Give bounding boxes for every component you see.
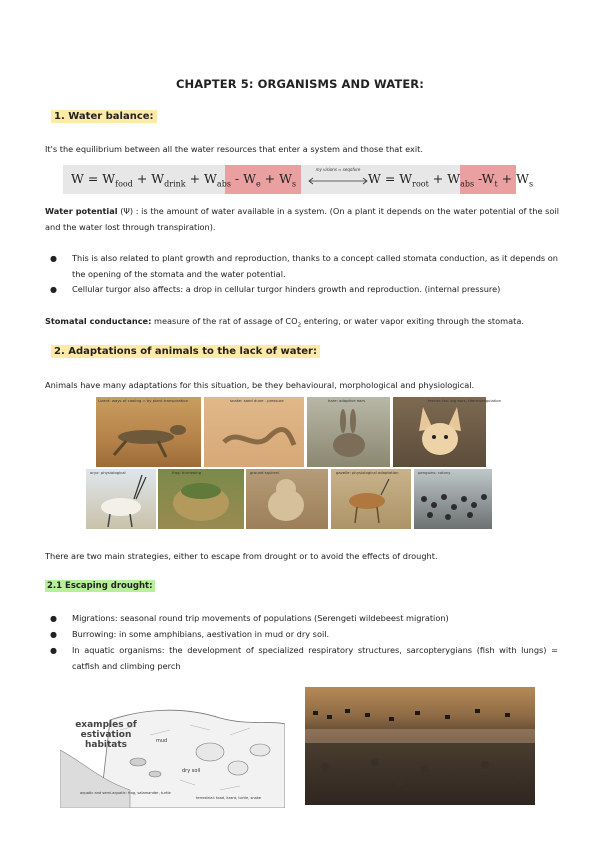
diagram-title: examples of estivation habitats [75,720,137,750]
equation-right: $W = W_{root} + W_{abs}$ $-W_t + W_s$ [368,171,534,189]
water-potential-term: Water potential [45,206,118,216]
photo-caption: oryx: physiological [90,470,126,475]
diagram-label-mud: mud [156,738,168,744]
diagram-label-terrestrial: terrestrial: toad, lizard, turtle, snake [196,796,261,800]
wildebeest-migration-photo [305,687,535,805]
photo-caption: Lizard: ways of cooling = by plant transpiration [98,398,189,403]
list-item: ● Burrowing: in some amphibians, aestivation in mud or dry soil. [72,627,558,643]
colony-photo [414,469,492,529]
photo-caption: snake: sand dune - pressure [230,398,284,403]
snake-photo [204,397,304,467]
photo-caption: gazelle: physiological adaptation [336,470,399,475]
bullet-icon: ● [50,646,57,655]
oryx-photo [86,469,156,529]
photo-caption: penguins: colony [418,470,451,475]
lizard-photo [96,397,201,467]
diagram-label-aquatic: aquatic and semi-aquatic: frog, salamander, turtle [80,791,171,795]
ground-squirrel-photo [246,469,328,529]
fennec-fox-photo [393,397,486,467]
bullet-icon: ● [50,254,57,263]
hare-photo [307,397,390,467]
water-balance-equation [63,165,534,194]
list-item: ● Cellular turgor also affects: a drop in cellular turgor hinders growth and reproduction. (internal pressure) [72,282,558,298]
list-item: ● In aquatic organisms: the development of specialized respiratory structures, sarcopterygians (fish with lungs) = catfish and climbing perch [50,645,558,671]
equation-left: $W = W_{food} + W_{drink} + W_{abs} - W_e + W_s$ [71,171,297,189]
photo-caption: frog: burrowing [172,470,202,475]
stomatal-conductance-term: Stomatal conductance: [45,316,152,326]
stomatal-conductance-definition: Stomatal conductance: measure of the rat of assage of $CO_2$ entering, or water vapor exiting through the stomata. [45,316,524,329]
strategies-text: There are two main strategies, either to escape from drought or to avoid the effects of drought. [45,551,438,561]
water-potential-definition: Water potential (Ψ) : is the amount of water available in a system. (On a plant it depends on the water potential of the soil and the water lost through transpiration). [45,206,559,232]
section-heading-adaptations: 2. Adaptations of animals to the lack of water: [51,345,320,358]
double-arrow-icon [307,177,369,185]
photo-caption: fennec fox: big ears, thermoregulation [428,398,502,403]
equation-arrow-note: my visions ≈ seqofure [315,167,361,172]
bullet-icon: ● [50,630,57,639]
section-heading-water-balance: 1. Water balance: [51,110,157,123]
estivation-habitats-diagram [60,690,285,808]
list-item: ● Migrations: seasonal round trip movements of populations (Serengeti wildebeest migration) [72,611,558,627]
photo-caption: ground squirrel [250,470,279,475]
gazelle-photo [331,469,411,529]
bullet-icon: ● [50,285,57,294]
diagram-label-dry-soil: dry soil [182,768,201,774]
list-item: ● This is also related to plant growth and reproduction, thanks to a concept called stomata conduction, as it depends on the opening of the stomata and the water potential. [50,253,558,279]
adaptations-intro: Animals have many adaptations for this situation, be they behavioural, morphological and physiological. [45,380,475,390]
photo-caption: hare: adaptive ears [328,398,366,403]
page-title: CHAPTER 5: ORGANISMS AND WATER: [176,77,424,91]
bullet-icon: ● [50,614,57,623]
frog-photo [158,469,244,529]
subsection-heading-escaping-drought: 2.1 Escaping drought: [47,581,153,591]
water-balance-intro: It's the equilibrium between all the water resources that enter a system and those that exit. [45,144,423,154]
